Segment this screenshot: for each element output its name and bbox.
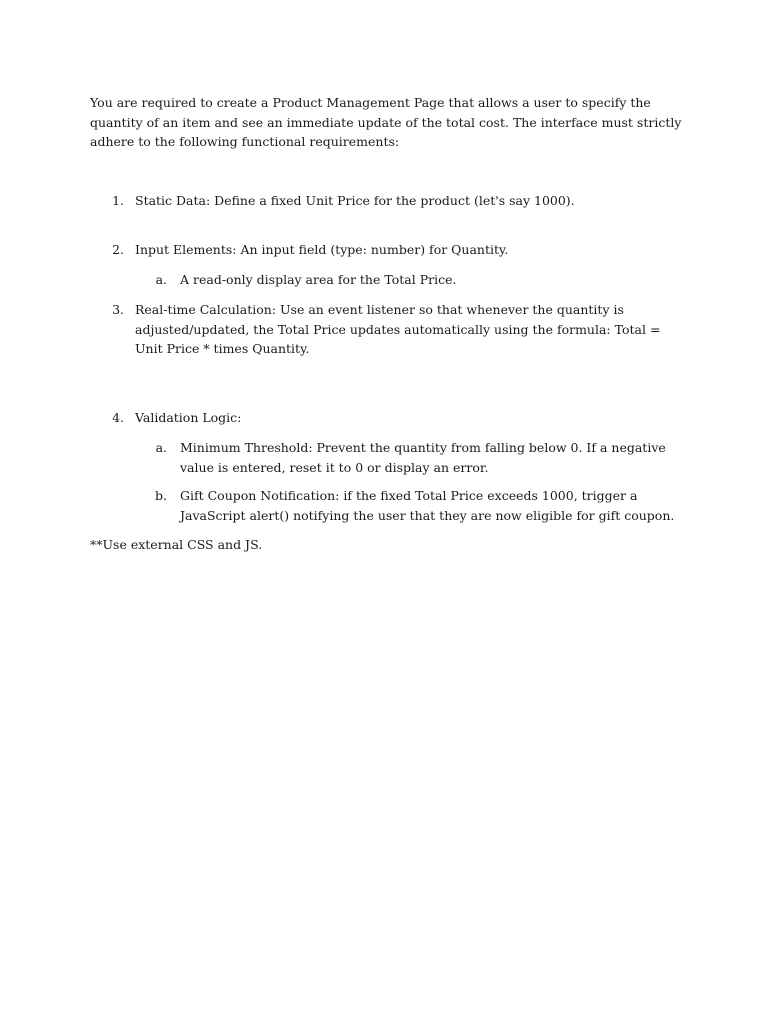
- footnote: **Use external CSS and JS.: [90, 537, 263, 552]
- list-item-text: Input Elements: An input field (type: number) for Quantity.: [135, 242, 509, 257]
- list-marker: 1.: [112, 193, 124, 208]
- sub-list-marker: b.: [155, 488, 167, 503]
- list-marker: 4.: [112, 410, 124, 425]
- list-marker: 3.: [112, 302, 124, 317]
- list-marker: 2.: [112, 242, 124, 257]
- intro-paragraph: You are required to create a Product Management Page that allows a user to specify the quantity of an item and see an immediate update of the total cost. The interface must strictly adhere to the following functional requirements:: [90, 95, 682, 149]
- list-item-text: Real-time Calculation: Use an event listener so that whenever the quantity is adjusted/updated, the Total Price updates automatically using the formula: Total = Unit Price * times Quantity.: [135, 302, 661, 356]
- list-item-text: Static Data: Define a fixed Unit Price for the product (let's say 1000).: [135, 193, 575, 208]
- sub-item-text: Gift Coupon Notification: if the fixed Total Price exceeds 1000, trigger a JavaScript alert() notifying the user that they are now eligible for gift coupon.: [180, 488, 675, 523]
- sub-item-text: A read-only display area for the Total Price.: [180, 272, 457, 287]
- sub-list-marker: a.: [155, 440, 167, 455]
- sub-item-text: Minimum Threshold: Prevent the quantity from falling below 0. If a negative value is entered, reset it to 0 or display an error.: [180, 440, 666, 475]
- sub-list-marker: a.: [155, 272, 167, 287]
- list-item-text: Validation Logic:: [135, 410, 242, 425]
